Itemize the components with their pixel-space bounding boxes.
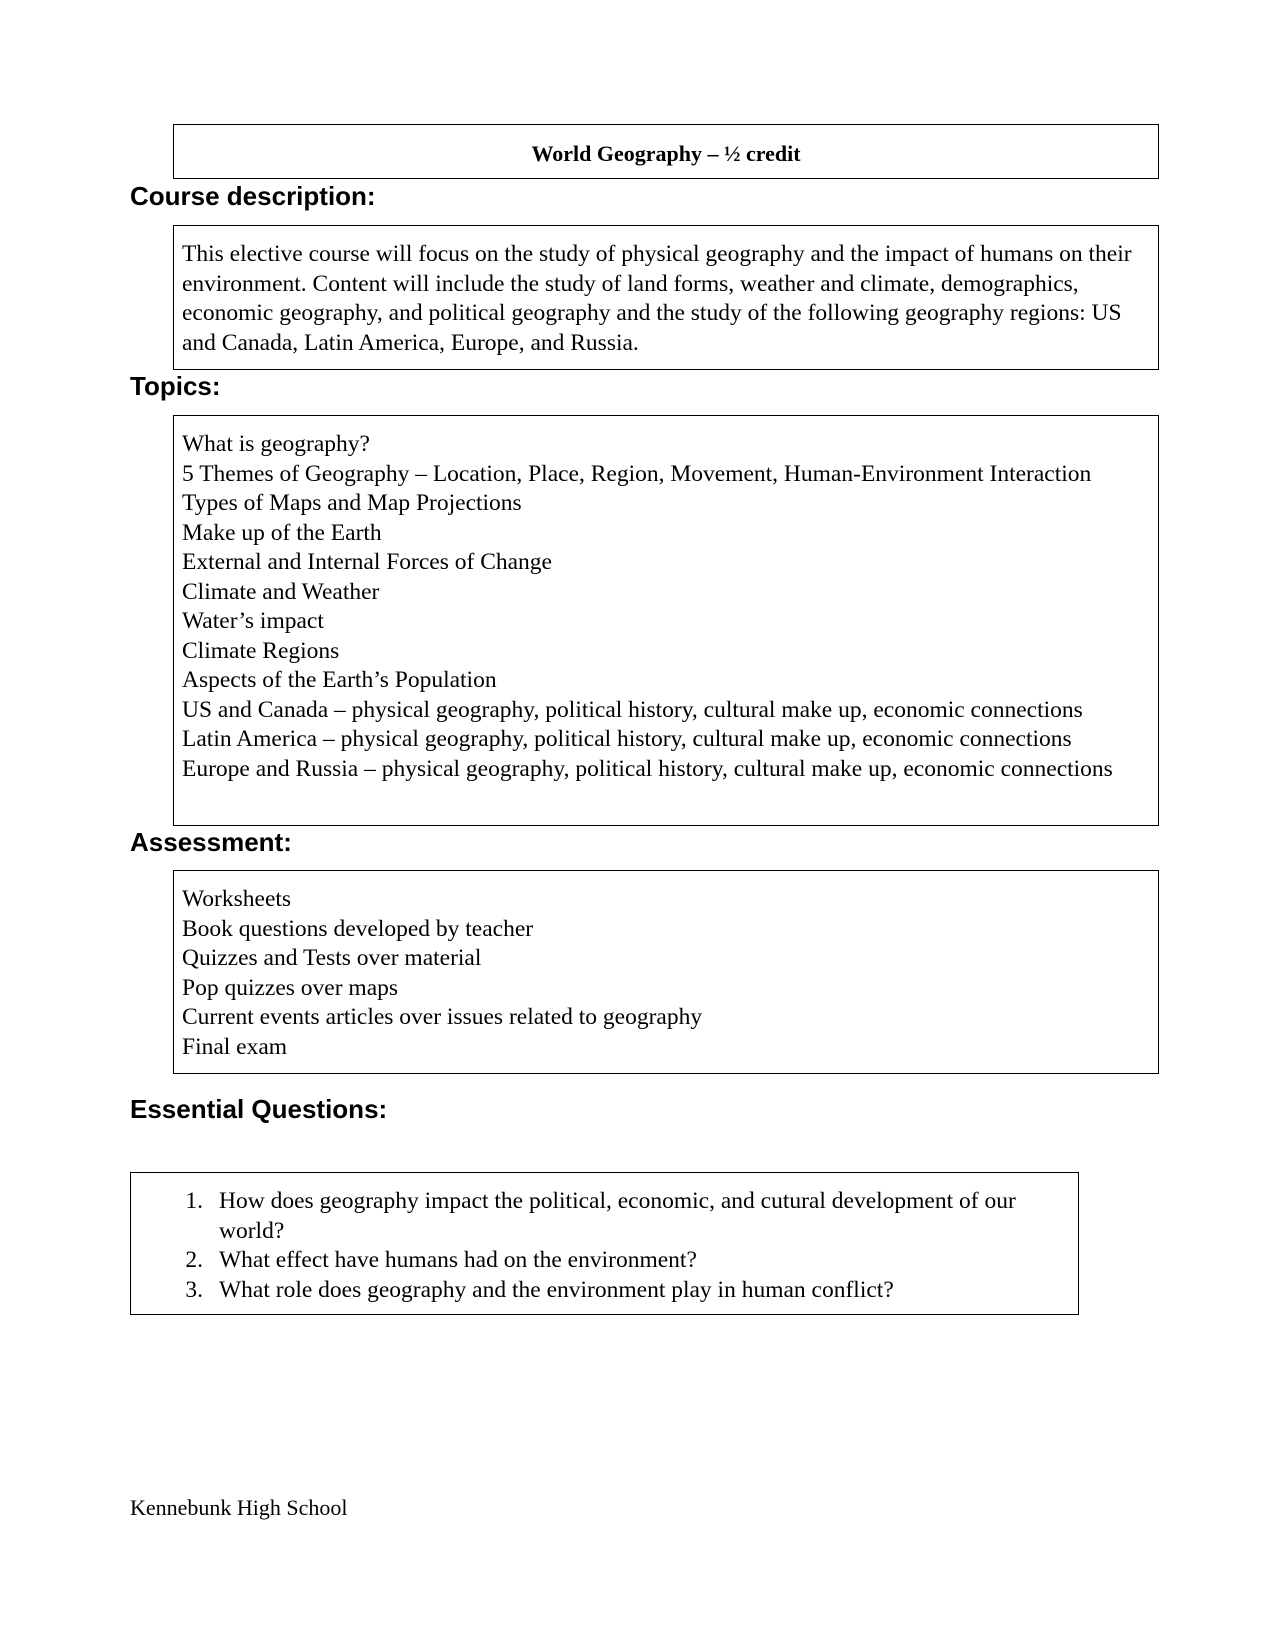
topic-item: What is geography? — [182, 431, 370, 457]
assessment-item: Quizzes and Tests over material — [182, 945, 482, 971]
question-number: 2. — [185, 1247, 203, 1273]
essential-questions-box — [130, 1172, 1079, 1315]
essential-question-item — [131, 1187, 1064, 1246]
assessment-item: Current events articles over issues related to geography — [182, 1004, 703, 1030]
question-text: How does geography impact the political, economic, and cutural development of our world? — [219, 1188, 1016, 1244]
topics-box — [173, 415, 1159, 826]
course-description-heading: Course description: — [130, 181, 376, 211]
course-title: World Geography – ½ credit — [531, 140, 801, 166]
question-text: What effect have humans had on the environment? — [219, 1247, 697, 1273]
topic-item: Climate Regions — [182, 637, 340, 664]
topic-item: Water’s impact — [182, 608, 324, 634]
topic-item: 5 Themes of Geography – Location, Place, Region, Movement, Human-Environment Interaction — [182, 460, 1092, 487]
assessment-item: Worksheets — [182, 886, 292, 912]
assessment-item: Pop quizzes over maps — [182, 974, 399, 1001]
assessment-heading: Assessment: — [130, 827, 292, 857]
essential-question-item — [131, 1246, 1064, 1276]
topic-item: Make up of the Earth — [182, 519, 382, 546]
topic-item: US and Canada – physical geography, political history, cultural make up, economic connections — [182, 696, 1083, 723]
topic-item: Aspects of the Earth’s Population — [182, 667, 497, 693]
course-description-text: This elective course will focus on the study of physical geography and the impact of humans on their environment. Content will include the study of land forms, weather and climate, demographics, economic geography, and political geography and the study of the following geography regions: US and Canada, Latin America, Europe, and Russia. — [182, 241, 1132, 356]
topic-item: External and Internal Forces of Change — [182, 549, 552, 575]
essential-question-item — [131, 1276, 1064, 1306]
assessment-box — [173, 870, 1159, 1074]
essential-questions-list — [131, 1187, 1064, 1305]
topic-item: Latin America – physical geography, political history, cultural make up, economic connections — [182, 726, 1072, 752]
question-number: 1. — [185, 1188, 203, 1214]
course-description-box — [173, 225, 1159, 370]
assessment-item: Final exam — [182, 1033, 288, 1060]
topics-heading: Topics: — [130, 371, 221, 401]
topic-item: Climate and Weather — [182, 578, 380, 605]
question-text: What role does geography and the environment play in human conflict? — [219, 1276, 894, 1303]
essential-questions-heading: Essential Questions: — [130, 1094, 388, 1124]
topic-item: Types of Maps and Map Projections — [182, 490, 522, 516]
course-title-box — [173, 124, 1159, 179]
footer-school-name: Kennebunk High School — [130, 1495, 348, 1520]
assessment-item: Book questions developed by teacher — [182, 915, 534, 942]
topic-item: Europe and Russia – physical geography, political history, cultural make up, economic connections — [182, 755, 1113, 782]
question-number: 3. — [185, 1276, 203, 1303]
